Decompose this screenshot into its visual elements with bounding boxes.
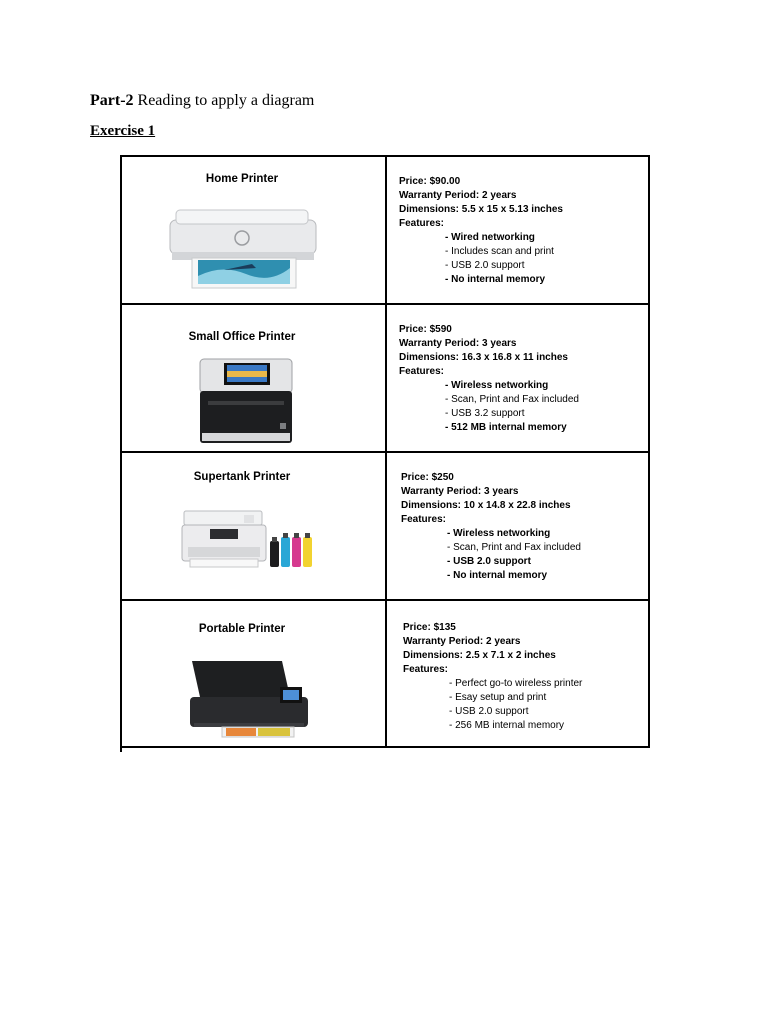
page-heading (90, 92, 314, 110)
product-image-cell (122, 453, 387, 599)
features-label: Features: (399, 218, 445, 229)
features-label: Features: (401, 514, 447, 525)
table-row (122, 453, 650, 601)
feature-item: - 256 MB internal memory (449, 720, 565, 731)
feature-item: - USB 2.0 support (445, 260, 525, 271)
price-text: Price: $590 (399, 324, 452, 335)
warranty-text: Warranty Period: 3 years (401, 486, 519, 497)
part-title: Reading to apply a diagram (137, 92, 315, 109)
feature-item: - Esay setup and print (449, 692, 547, 703)
supertank-printer-image (180, 505, 312, 571)
home-printer-image (162, 202, 322, 294)
feature-item: - Wireless networking (445, 380, 549, 391)
product-name: Supertank Printer (193, 471, 291, 483)
product-info-cell (387, 601, 650, 746)
feature-item: - Includes scan and print (445, 246, 554, 257)
features-label: Features: (403, 664, 449, 675)
product-name: Small Office Printer (188, 331, 296, 343)
product-info-cell (387, 157, 650, 303)
feature-item: - USB 2.0 support (449, 706, 529, 717)
part-label: Part-2 (90, 92, 134, 109)
price-text: Price: $135 (403, 622, 456, 633)
table-row (122, 601, 650, 748)
feature-item: - 512 MB internal memory (445, 422, 567, 433)
portable-printer-image (186, 657, 312, 739)
feature-item: - No internal memory (447, 570, 548, 581)
product-image-cell (122, 305, 387, 451)
product-info-cell (387, 305, 650, 451)
warranty-text: Warranty Period: 3 years (399, 338, 517, 349)
feature-item: - Wireless networking (447, 528, 551, 539)
feature-item: - Perfect go-to wireless printer (449, 678, 583, 689)
warranty-text: Warranty Period: 2 years (403, 636, 521, 647)
dimensions-text: Dimensions: 2.5 x 7.1 x 2 inches (403, 650, 556, 661)
table-row (122, 305, 650, 453)
dimensions-text: Dimensions: 5.5 x 15 x 5.13 inches (399, 204, 563, 215)
product-image-cell (122, 601, 387, 746)
feature-item: - Scan, Print and Fax included (445, 394, 579, 405)
dimensions-text: Dimensions: 10 x 14.8 x 22.8 inches (401, 500, 571, 511)
feature-item: - USB 2.0 support (447, 556, 531, 567)
office-printer-image (196, 353, 296, 445)
dimensions-text: Dimensions: 16.3 x 16.8 x 11 inches (399, 352, 568, 363)
table-row (122, 157, 650, 305)
printer-comparison-table (120, 155, 650, 752)
product-image-cell (122, 157, 387, 303)
feature-item: - Scan, Print and Fax included (447, 542, 581, 553)
price-text: Price: $250 (401, 472, 454, 483)
exercise-label: Exercise 1 (90, 123, 156, 139)
feature-item: - USB 3.2 support (445, 408, 525, 419)
product-info-cell (387, 453, 650, 599)
features-label: Features: (399, 366, 445, 377)
product-name: Home Printer (205, 173, 279, 185)
feature-item: - Wired networking (445, 232, 535, 243)
product-name: Portable Printer (198, 623, 286, 635)
warranty-text: Warranty Period: 2 years (399, 190, 517, 201)
price-text: Price: $90.00 (399, 176, 461, 187)
feature-item: - No internal memory (445, 274, 546, 285)
